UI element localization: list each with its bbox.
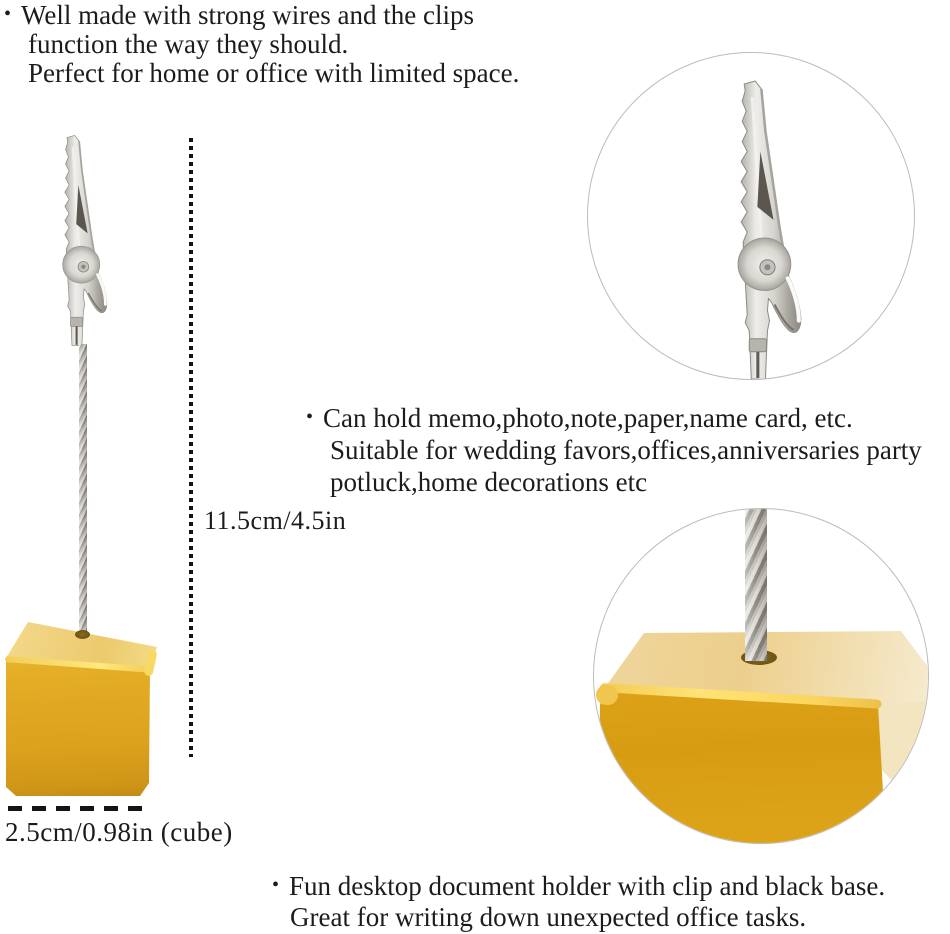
feature-note-durability bbox=[4, 0, 519, 88]
note-text: Well made with strong wires and the clips bbox=[21, 0, 474, 30]
clip-detail-inset bbox=[587, 52, 915, 380]
base-detail-inset bbox=[593, 508, 929, 844]
wire-stem-photo bbox=[79, 344, 87, 636]
note-line bbox=[272, 870, 885, 902]
feature-note-desktop bbox=[272, 870, 885, 933]
alligator-clip-use bbox=[63, 135, 107, 345]
bullet-icon: • bbox=[272, 874, 280, 896]
note-line bbox=[306, 466, 922, 498]
alligator-clip-photo bbox=[57, 134, 114, 347]
note-text: Great for writing down unexpected office tasks. bbox=[290, 902, 807, 932]
bullet-icon: • bbox=[306, 406, 314, 428]
note-text: potluck,home decorations etc bbox=[330, 467, 648, 497]
wire-hole bbox=[75, 630, 90, 639]
alligator-clip-use bbox=[738, 81, 801, 379]
note-line bbox=[4, 0, 519, 30]
note-line bbox=[306, 401, 922, 434]
note-text: Perfect for home or office with limited space. bbox=[28, 58, 520, 88]
cube-base-photo bbox=[4, 620, 162, 802]
note-text: Suitable for wedding favors,offices,anniversaries party bbox=[330, 435, 922, 465]
note-text: Can hold memo,photo,note,paper,name card, etc. bbox=[323, 403, 853, 433]
note-text: Fun desktop document holder with clip and black base. bbox=[289, 871, 886, 901]
note-line bbox=[272, 902, 885, 933]
note-line bbox=[306, 434, 922, 466]
base-dimension-label: 2.5cm/0.98in (cube) bbox=[5, 817, 233, 847]
bullet-icon: • bbox=[4, 3, 12, 25]
height-dimension-line bbox=[189, 138, 193, 757]
alligator-clip-zoom bbox=[730, 79, 811, 380]
base-dimension-line bbox=[8, 806, 145, 811]
feature-note-uses bbox=[306, 401, 922, 498]
wire-stem-zoom bbox=[745, 509, 767, 661]
note-line bbox=[4, 30, 519, 59]
height-dimension-label: 11.5cm/4.5in bbox=[204, 506, 347, 535]
note-line bbox=[4, 59, 519, 88]
note-text: function the way they should. bbox=[28, 29, 349, 59]
